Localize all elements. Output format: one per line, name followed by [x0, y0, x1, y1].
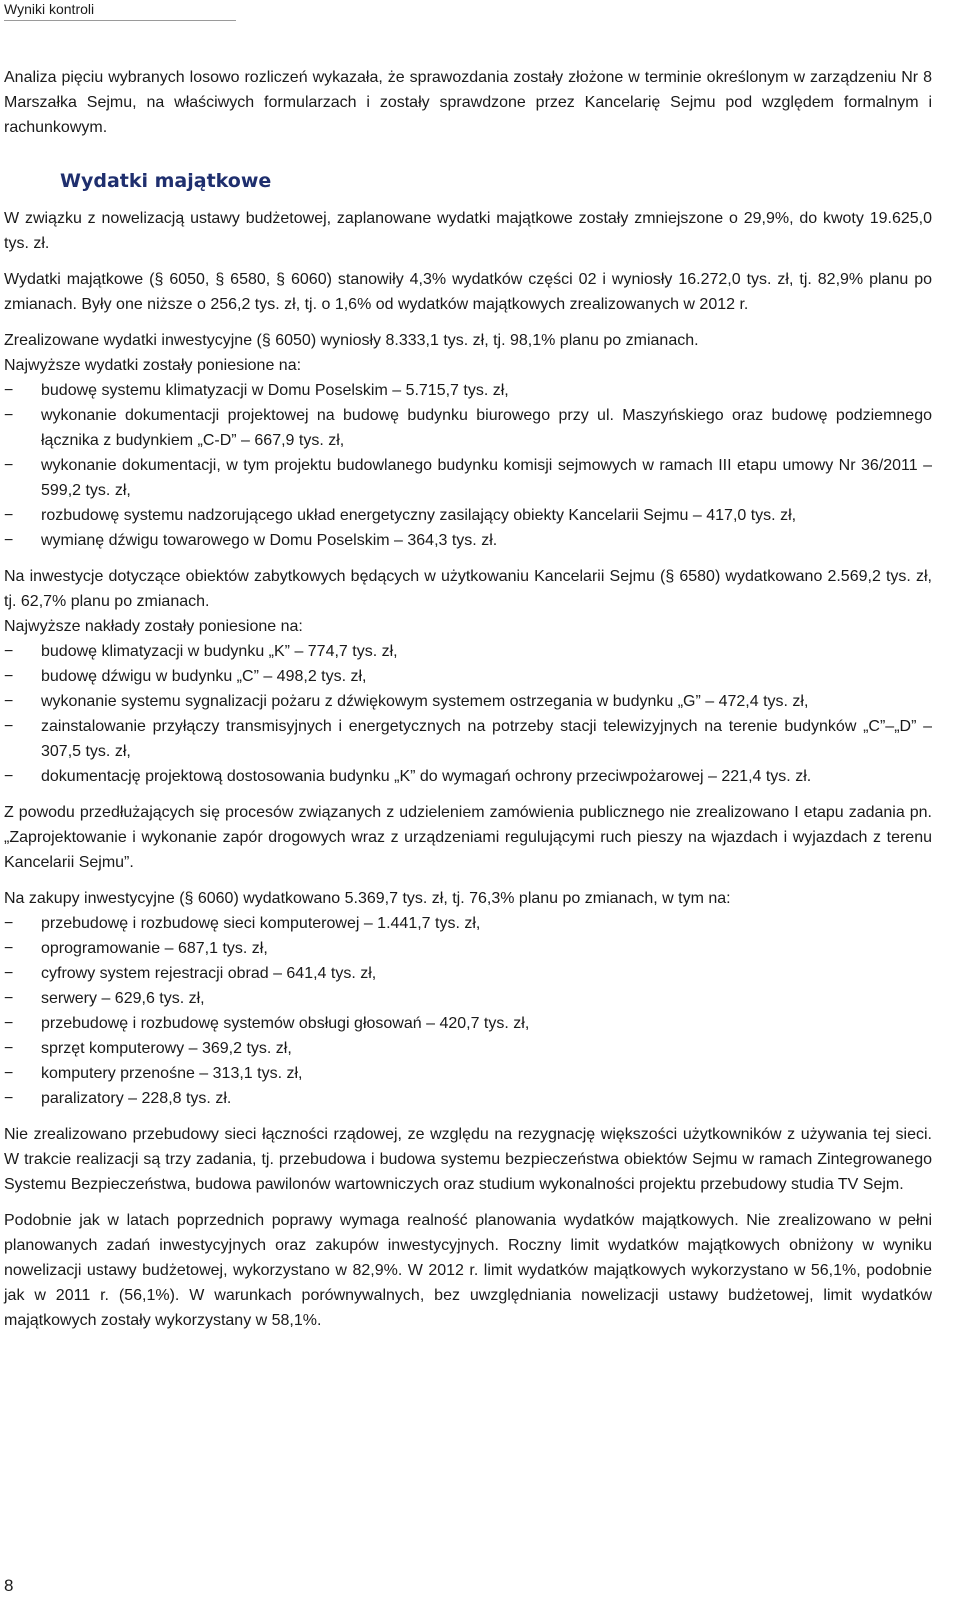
paragraph-reduction: W związku z nowelizacją ustawy budżetowej, zaplanowane wydatki majątkowe zostały zmniejszone o 29,9%, do kwoty 19.625,0 tys. zł.	[4, 210, 932, 252]
list-item: − budowę systemu klimatyzacji w Domu Poselskim – 5.715,7 tys. zł,	[4, 378, 932, 403]
section-content	[4, 206, 932, 1344]
historic-buildings-list	[4, 639, 932, 789]
list-item: − komputery przenośne – 313,1 tys. zł,	[4, 1061, 932, 1086]
paragraph-unrealized-task: Z powodu przedłużających się procesów związanych z udzieleniem zamówienia publicznego nie zrealizowano I etapu zadania pn. „Zaprojektowanie i wykonanie zapór drogowych wraz z urządzeniami regulującymi ruch pieszy na wjazdach i wyjazdach z terenu Kancelarii Sejmu”.	[4, 804, 932, 871]
list-item: − wymianę dźwigu towarowego w Domu Poselskim – 364,3 tys. zł.	[4, 528, 932, 553]
list-item: − wykonanie systemu sygnalizacji pożaru z dźwiękowym systemem ostrzegania w budynku „G” – 472,4 tys. zł,	[4, 689, 932, 714]
list-item: − wykonanie dokumentacji, w tym projektu budowlanego budynku komisji sejmowych w ramach III etapu umowy Nr 36/2011 – 599,2 tys. zł,	[4, 453, 932, 503]
section-heading: Wydatki majątkowe	[60, 170, 272, 192]
running-header: Wyniki kontroli	[4, 0, 236, 21]
list-item: − przebudowę i rozbudowę systemów obsługi głosowań – 420,7 tys. zł,	[4, 1011, 932, 1036]
list-item: − serwery – 629,6 tys. zł,	[4, 986, 932, 1011]
list-item: − dokumentację projektową dostosowania budynku „K” do wymagań ochrony przeciwpożarowej – 221,4 tys. zł.	[4, 764, 932, 789]
paragraph-list-intro: Najwyższe nakłady zostały poniesione na:	[4, 618, 303, 635]
list-item: − zainstalowanie przyłączy transmisyjnych i energetycznych na potrzeby stacji telewizyjnych na terenie budynków „C”–„D” – 307,5 tys. zł,	[4, 714, 932, 764]
paragraph-network: Nie zrealizowano przebudowy sieci łączności rządowej, ze względu na rezygnację większości użytkowników z używania tej sieci. W trakcie realizacji są trzy zadania, tj. przebudowa i budowa systemu bezpieczeństwa obiektów Sejmu w ramach Zintegrowanego Systemu Bezpieczeństwa, budowa pawilonów wartowniczych oraz studium wykonalności projektu przebudowy studia TV Sejm.	[4, 1126, 932, 1193]
paragraph-list-intro: Najwyższe wydatki zostały poniesione na:	[4, 357, 302, 374]
page-number: 8	[4, 1576, 14, 1595]
paragraph-purchases: Na zakupy inwestycyjne (§ 6060) wydatkowano 5.369,7 tys. zł, tj. 76,3% planu po zmianach, w tym na:	[4, 890, 731, 907]
list-item: − cyfrowy system rejestracji obrad – 641,4 tys. zł,	[4, 961, 932, 986]
investment-list	[4, 378, 932, 553]
paragraph-historic-buildings: Na inwestycje dotyczące obiektów zabytkowych będących w użytkowaniu Kancelarii Sejmu (§ 6580) wydatkowano 2.569,2 tys. zł, tj. 62,7% planu po zmianach.	[4, 568, 932, 610]
list-item: − budowę klimatyzacji w budynku „K” – 774,7 tys. zł,	[4, 639, 932, 664]
paragraph-investment: Zrealizowane wydatki inwestycyjne (§ 6050) wyniosły 8.333,1 tys. zł, tj. 98,1% planu po zmianach.	[4, 332, 699, 349]
list-item: − paralizatory – 228,8 tys. zł.	[4, 1086, 932, 1111]
intro-paragraph: Analiza pięciu wybranych losowo rozliczeń wykazała, że sprawozdania zostały złożone w terminie określonym w zarządzeniu Nr 8 Marszałka Sejmu, na właściwych formularzach i zostały sprawdzone przez Kancelarię Sejmu pod względem formalnym i rachunkowym.	[4, 69, 932, 136]
paragraph-capital-expenditure: Wydatki majątkowe (§ 6050, § 6580, § 6060) stanowiły 4,3% wydatków części 02 i wyniosły 16.272,0 tys. zł, tj. 82,9% planu po zmianach. Były one niższe o 256,2 tys. zł, tj. o 1,6% od wydatków majątkowych zrealizowanych w 2012 r.	[4, 271, 932, 313]
list-item: − budowę dźwigu w budynku „C” – 498,2 tys. zł,	[4, 664, 932, 689]
list-item: − wykonanie dokumentacji projektowej na budowę budynku biurowego przy ul. Maszyńskiego oraz budowę podziemnego łącznika z budynkiem „C-D” – 667,9 tys. zł,	[4, 403, 932, 453]
list-item: − przebudowę i rozbudowę sieci komputerowej – 1.441,7 tys. zł,	[4, 911, 932, 936]
purchases-list	[4, 911, 932, 1111]
list-item: − oprogramowanie – 687,1 tys. zł,	[4, 936, 932, 961]
list-item: − sprzęt komputerowy – 369,2 tys. zł,	[4, 1036, 932, 1061]
paragraph-planning: Podobnie jak w latach poprzednich poprawy wymaga realność planowania wydatków majątkowych. Nie zrealizowano w pełni planowanych zadań inwestycyjnych oraz zakupów inwestycyjnych. Roczny limit wydatków majątkowych obniżony w wyniku nowelizacji ustawy budżetowej, wykorzystano w 82,9%. W 2012 r. limit wydatków majątkowych wykorzystano w 56,1%, podobnie jak w 2011 r. (56,1%). W warunkach porównywalnych, bez uwzględniania nowelizacji ustawy budżetowej, limit wydatków majątkowych zostały wykorzystany w 58,1%.	[4, 1212, 932, 1329]
list-item: − rozbudowę systemu nadzorującego układ energetyczny zasilający obiekty Kancelarii Sejmu – 417,0 tys. zł,	[4, 503, 932, 528]
